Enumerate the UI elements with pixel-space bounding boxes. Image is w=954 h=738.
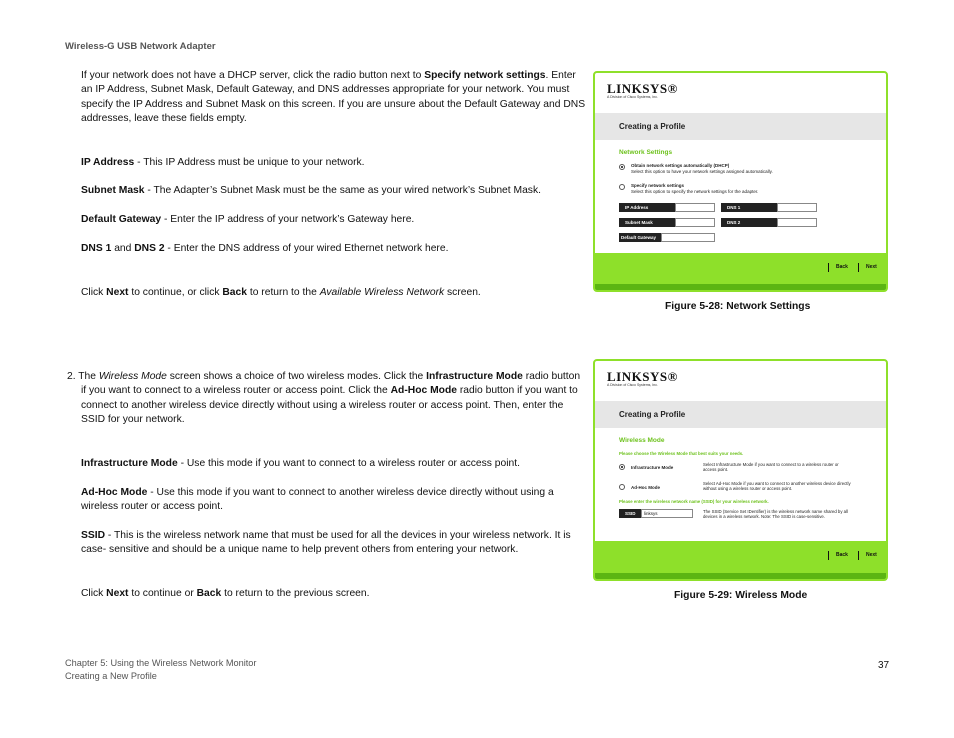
field-label: SSID — [619, 509, 641, 518]
band-title: Creating a Profile — [619, 410, 686, 419]
bold-term: Ad-Hoc Mode — [81, 487, 148, 498]
def-default-gateway — [81, 213, 586, 227]
option-desc: Select this option to specify the network settings for the adapter. — [631, 188, 759, 194]
bold-term: Infrastructure Mode — [81, 458, 178, 469]
option-title: Ad-Hoc Mode — [631, 485, 660, 490]
nav-bar — [595, 253, 886, 292]
field-input[interactable] — [675, 203, 715, 212]
footer-chapter: Chapter 5: Using the Wireless Network Monitor — [65, 658, 257, 668]
def-subnet-mask — [81, 184, 586, 198]
option-infrastructure — [631, 465, 673, 471]
nav-divider — [858, 551, 859, 560]
text-run: screen. — [444, 287, 481, 298]
field-input[interactable] — [675, 218, 715, 227]
text-run: - This is the wireless network name that must be used for all the devices in your wireless network. It is case- sensitive and should be a unique name to help prevent others from entering your network. — [81, 530, 571, 556]
def-ssid — [81, 529, 586, 558]
figure-caption: Figure 5-29: Wireless Mode — [674, 590, 808, 601]
footer — [65, 657, 256, 682]
option-title: Obtain network settings automatically (DHCP) — [631, 163, 730, 168]
text-run: - Enter the DNS address of your wired Ethernet network here. — [164, 243, 449, 254]
ad-hoc-desc: Select Ad-Hoc Mode if you want to connect to another wireless device directly without using a wireless router or access point. — [703, 481, 851, 492]
option-ad-hoc — [631, 485, 660, 491]
field-label: IP Address — [619, 203, 675, 212]
bold-term: Next — [106, 287, 129, 298]
click-instructions-1 — [81, 286, 586, 300]
title-band — [595, 113, 886, 140]
linksys-logo: LINKSYS® — [607, 369, 678, 384]
running-header: Wireless-G USB Network Adapter — [65, 41, 216, 52]
option-title: Specify network settings — [631, 183, 685, 188]
text-run: radio button if you want to connect to a wireless router or access point. Click the — [81, 371, 581, 397]
bold-term: DNS 1 — [81, 243, 112, 254]
text-run: If your network does not have a DHCP server, click the radio button next to — [81, 70, 425, 81]
italic-term: Wireless Mode — [98, 371, 167, 382]
specify-radio[interactable] — [619, 184, 625, 190]
linksys-logo: LINKSYS® — [607, 81, 678, 96]
text-run: to continue, or click — [128, 287, 223, 298]
field-input[interactable] — [777, 203, 817, 212]
field-label: Default Gateway — [619, 233, 661, 242]
text-run: 2. The — [67, 371, 99, 382]
field-input[interactable] — [777, 218, 817, 227]
dhcp-radio[interactable] — [619, 164, 625, 170]
text-run: - Enter the IP address of your network’s Gateway here. — [161, 214, 415, 225]
step-2-paragraph — [67, 370, 586, 428]
mode-prompt: Please choose the Wireless Mode that best suits your needs. — [619, 451, 744, 456]
infrastructure-radio[interactable] — [619, 464, 625, 470]
ssid-prompt: Please enter the wireless network name (SSID) for your wireless network. — [619, 499, 769, 504]
text-run: radio button if you want to connect to another wireless device directly without using a wireless router or access point. Then, enter the SSID for your network. — [81, 385, 578, 426]
dns2-field[interactable] — [721, 218, 817, 227]
bold-term: DNS 2 — [134, 243, 165, 254]
def-ad-hoc-mode — [81, 486, 586, 515]
subnet-mask-field[interactable] — [619, 218, 715, 227]
title-band — [595, 401, 886, 428]
logo-subtitle: A Division of Cisco Systems, Inc. — [607, 95, 658, 99]
italic-term: Available Wireless Network — [319, 287, 445, 298]
ip-address-field[interactable] — [619, 203, 715, 212]
bold-term: Ad-Hoc Mode — [390, 385, 457, 397]
text-run: and — [111, 243, 135, 254]
text-run: . Enter an IP Address, Subnet Mask, Default Gateway, and DNS addresses appropriate for your network. You must specify the IP Address and Subnet Mask on this screen. If you are unsure about the Default Gateway and DNS addresses, leave these fields empty. — [81, 70, 586, 125]
bold-term: Default Gateway — [81, 214, 162, 225]
page-number: 37 — [878, 660, 890, 671]
field-label: Subnet Mask — [619, 218, 675, 227]
bold-term: Subnet Mask — [81, 185, 145, 196]
intro-paragraph — [81, 69, 586, 127]
field-label: DNS 1 — [721, 203, 777, 212]
ssid-input[interactable]: linksys — [641, 509, 693, 518]
nav-divider — [858, 263, 859, 272]
option-title: Infrastructure Mode — [631, 465, 674, 470]
option-desc: Select this option to have your network settings assigned automatically. — [631, 168, 773, 174]
bold-term: SSID — [81, 530, 106, 541]
next-button[interactable]: Next — [866, 552, 877, 558]
infrastructure-desc: Select Infrastructure Mode if you want to connect to a wireless router or access point. — [703, 462, 839, 473]
section-title: Wireless Mode — [619, 437, 665, 444]
text-run: - Use this mode if you want to connect to a wireless router or access point. — [177, 458, 520, 469]
def-infrastructure-mode — [81, 457, 586, 471]
ad-hoc-radio[interactable] — [619, 484, 625, 490]
figure-wireless-mode — [593, 359, 888, 581]
bold-term: IP Address — [81, 157, 135, 168]
footer-section: Creating a New Profile — [65, 670, 157, 681]
text-run: - Use this mode if you want to connect to another wireless device directly without using a wireless router or access point. — [81, 487, 554, 513]
text-run: to continue or — [128, 588, 197, 599]
option-dhcp — [631, 163, 773, 174]
ssid-note: The SSID (Service Set IDentifier) is the wireless network name shared by all devices in a wireless network. Note: The SSID is case-sensitive. — [703, 509, 848, 520]
logo-subtitle: A Division of Cisco Systems, Inc. — [607, 383, 658, 387]
text-run: to return to the — [246, 287, 320, 298]
back-button[interactable]: Back — [836, 264, 848, 270]
figure-network-settings — [593, 71, 888, 292]
field-input[interactable] — [661, 233, 715, 242]
def-dns — [81, 242, 586, 256]
nav-divider — [828, 263, 829, 272]
dns1-field[interactable] — [721, 203, 817, 212]
option-specify — [631, 183, 758, 194]
back-button[interactable]: Back — [836, 552, 848, 558]
text-run: to return to the previous screen. — [221, 588, 370, 599]
bold-term: Specify network settings — [424, 70, 546, 81]
figure-caption: Figure 5-28: Network Settings — [665, 301, 811, 312]
band-title: Creating a Profile — [619, 122, 686, 131]
bold-term: Infrastructure Mode — [426, 371, 523, 382]
ssid-field[interactable] — [619, 509, 693, 518]
field-label: DNS 2 — [721, 218, 777, 227]
default-gateway-field[interactable] — [619, 233, 715, 242]
text-run: Click — [81, 287, 107, 298]
text-run: Click — [81, 588, 107, 599]
text-run: - The Adapter’s Subnet Mask must be the same as your wired network’s Subnet Mask. — [144, 185, 541, 196]
def-ip-address — [81, 156, 586, 170]
nav-divider — [828, 551, 829, 560]
text-run: - This IP Address must be unique to your network. — [134, 157, 365, 168]
bold-term: Back — [196, 588, 222, 599]
text-run: screen shows a choice of two wireless modes. Click the — [166, 371, 427, 382]
section-title: Network Settings — [619, 149, 673, 156]
next-button[interactable]: Next — [866, 264, 877, 270]
click-instructions-2 — [81, 587, 586, 601]
bold-term: Back — [222, 287, 247, 298]
nav-bar — [595, 541, 886, 581]
bold-term: Next — [106, 588, 129, 599]
